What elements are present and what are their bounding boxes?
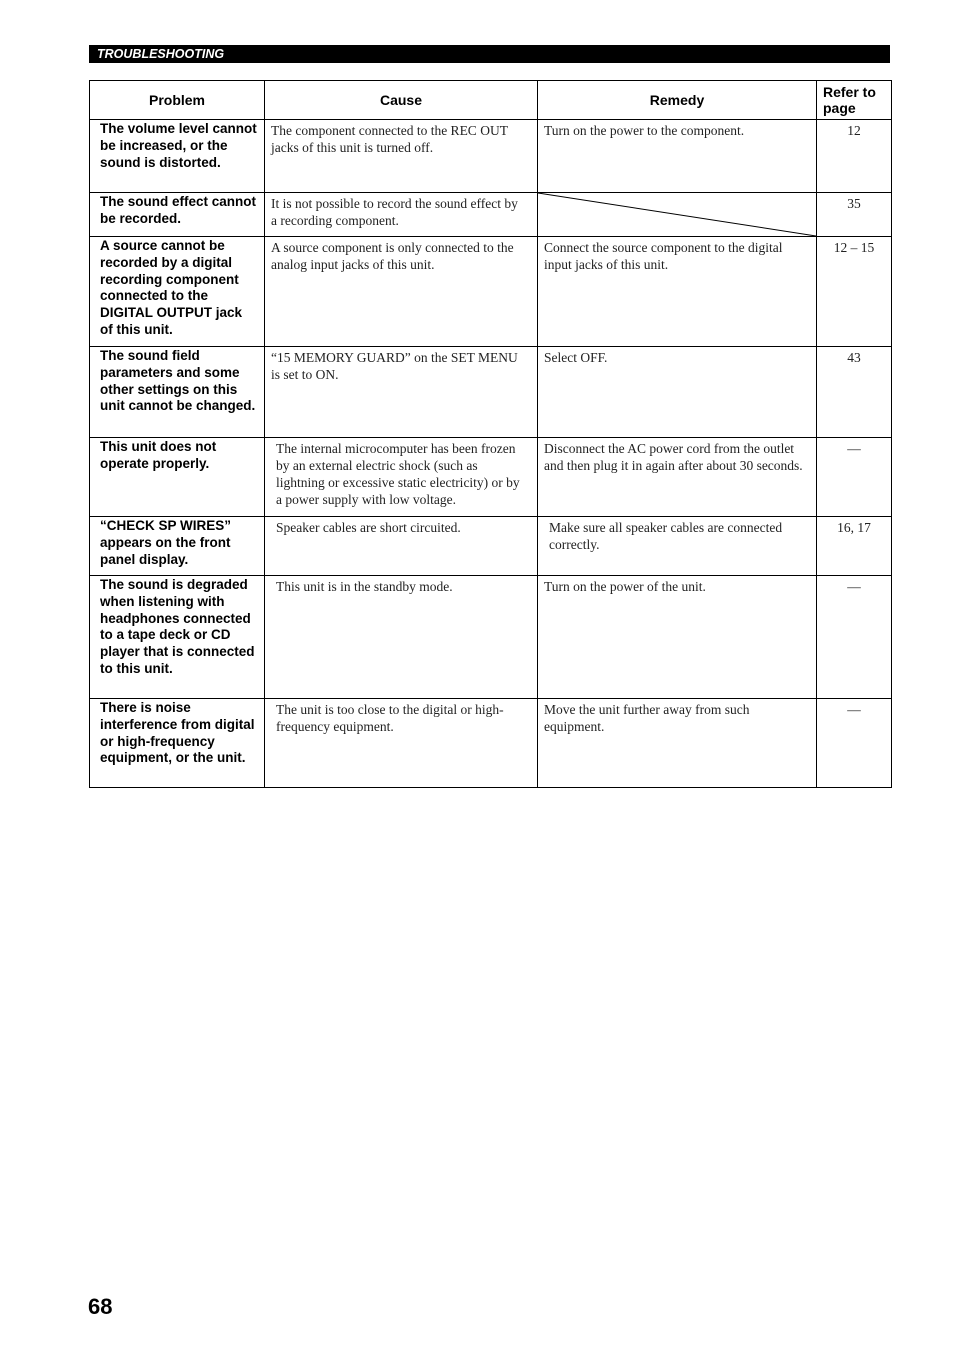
problem-cell: “CHECK SP WIRES” appears on the front panel display. [90, 517, 265, 576]
refer-cell: 35 [817, 193, 892, 237]
cause-cell: The component connected to the REC OUT jacks of this unit is turned off. [265, 120, 538, 193]
remedy-cell-not-applicable [538, 193, 817, 237]
refer-cell: — [817, 576, 892, 699]
remedy-cell: Turn on the power to the component. [538, 120, 817, 193]
remedy-cell: Turn on the power of the unit. [538, 576, 817, 699]
refer-cell: 12 – 15 [817, 237, 892, 347]
cause-cell: A source component is only connected to the analog input jacks of this unit. [265, 237, 538, 347]
table-row [90, 517, 892, 576]
cause-cell: The unit is too close to the digital or high-frequency equipment. [265, 699, 538, 788]
table-row [90, 699, 892, 788]
table-row [90, 193, 892, 237]
refer-cell: — [817, 699, 892, 788]
troubleshooting-table [89, 80, 892, 788]
page-number: 68 [88, 1294, 113, 1319]
refer-cell: 12 [817, 120, 892, 193]
table-row [90, 576, 892, 699]
problem-cell: There is noise interference from digital or high-frequency equipment, or the unit. [90, 699, 265, 788]
column-header-problem: Problem [90, 81, 265, 120]
problem-cell: This unit does not operate properly. [90, 438, 265, 517]
cause-cell: This unit is in the standby mode. [265, 576, 538, 699]
cause-cell: The internal microcomputer has been frozen by an external electric shock (such as lightning or excessive static electricity) or by a power supply with low voltage. [265, 438, 538, 517]
refer-cell: 43 [817, 347, 892, 438]
table-row [90, 120, 892, 193]
remedy-cell: Make sure all speaker cables are connected correctly. [538, 517, 817, 576]
problem-cell: The sound field parameters and some other settings on this unit cannot be changed. [90, 347, 265, 438]
problem-cell: A source cannot be recorded by a digital recording component connected to the DIGITAL OUTPUT jack of this unit. [90, 237, 265, 347]
remedy-cell: Connect the source component to the digital input jacks of this unit. [538, 237, 817, 347]
column-header-refer: Refer to page [817, 81, 892, 120]
refer-cell: — [817, 438, 892, 517]
column-header-cause: Cause [265, 81, 538, 120]
table-row [90, 237, 892, 347]
table-row [90, 438, 892, 517]
problem-cell: The sound effect cannot be recorded. [90, 193, 265, 237]
problem-cell: The volume level cannot be increased, or the sound is distorted. [90, 120, 265, 193]
refer-cell: 16, 17 [817, 517, 892, 576]
remedy-cell: Select OFF. [538, 347, 817, 438]
cause-cell: Speaker cables are short circuited. [265, 517, 538, 576]
table-row [90, 347, 892, 438]
column-header-remedy: Remedy [538, 81, 817, 120]
section-header: TROUBLESHOOTING [89, 45, 890, 63]
cause-cell: It is not possible to record the sound effect by a recording component. [265, 193, 538, 237]
problem-cell: The sound is degraded when listening with headphones connected to a tape deck or CD player that is connected to this unit. [90, 576, 265, 699]
remedy-cell: Move the unit further away from such equipment. [538, 699, 817, 788]
diagonal-line [538, 193, 816, 236]
cause-cell: “15 MEMORY GUARD” on the SET MENU is set to ON. [265, 347, 538, 438]
remedy-cell: Disconnect the AC power cord from the outlet and then plug it in again after about 30 seconds. [538, 438, 817, 517]
table-header-row [90, 81, 892, 120]
